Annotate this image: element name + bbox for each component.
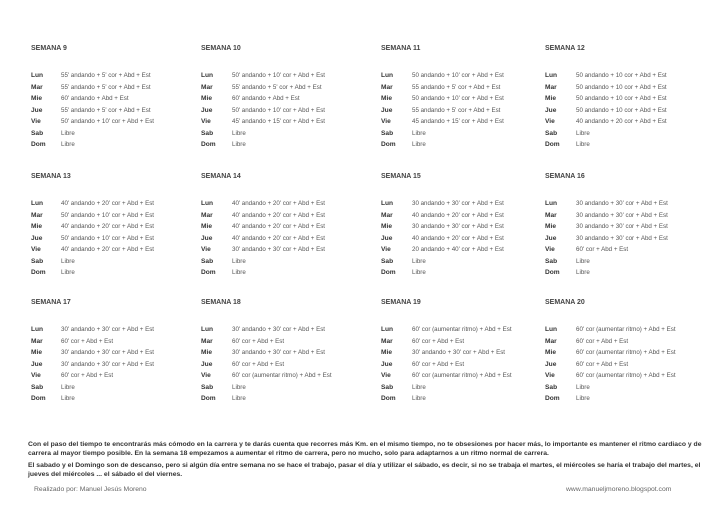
day-workout: Libre [232, 141, 246, 148]
day-name: Sab [201, 258, 214, 265]
week-title: SEMANA 17 [31, 299, 71, 306]
day-workout: 40 andando + 20 cor + Abd + Est [576, 118, 667, 125]
day-name: Vie [545, 246, 555, 253]
day-name: Jue [31, 361, 43, 368]
day-name: Jue [201, 107, 213, 114]
day-workout: 60' cor + Abd + Est [576, 361, 629, 368]
day-workout: 60' cor + Abd + Est [412, 338, 465, 345]
day-workout: Libre [412, 269, 426, 276]
day-workout: Libre [412, 395, 426, 402]
day-workout: 60' cor + Abd + Est [232, 361, 285, 368]
day-workout: Libre [576, 395, 590, 402]
day-workout: Libre [576, 269, 590, 276]
day-workout: 30 andando + 30' cor + Abd + Est [576, 235, 668, 242]
day-workout: Libre [412, 258, 426, 265]
day-workout: 40 andando + 20' cor + Abd + Est [412, 235, 504, 242]
day-name: Vie [201, 246, 211, 253]
day-workout: 30 andando + 30' cor + Abd + Est [412, 223, 504, 230]
day-workout: 40 andando + 20' cor + Abd + Est [412, 212, 504, 219]
day-name: Lun [31, 200, 44, 207]
day-name: Dom [31, 395, 46, 402]
day-name: Mie [201, 95, 212, 102]
day-name: Jue [201, 361, 213, 368]
day-workout: 30 andando + 30' cor + Abd + Est [576, 212, 668, 219]
day-workout: 60' cor (aumentar ritmo) + Abd + Est [576, 326, 676, 333]
day-workout: 30' andando + 30' cor + Abd + Est [232, 349, 326, 356]
day-name: Sab [31, 384, 44, 391]
day-workout: 60' cor (aumentar ritmo) + Abd + Est [576, 349, 676, 356]
day-workout: 30' andando + 30' cor + Abd + Est [61, 326, 155, 333]
day-name: Mar [201, 338, 213, 345]
day-name: Lun [201, 326, 214, 333]
footer-website[interactable]: www.manueljmoreno.blogspot.com [566, 486, 672, 493]
day-name: Mar [201, 212, 213, 219]
day-name: Mar [381, 212, 393, 219]
day-workout: Libre [61, 384, 75, 391]
day-name: Dom [201, 141, 216, 148]
day-name: Sab [545, 130, 558, 137]
day-workout: 50 andando + 10' cor + Abd + Est [412, 95, 504, 102]
day-workout: 60' cor + Abd + Est [576, 338, 629, 345]
day-name: Vie [31, 372, 41, 379]
day-name: Mie [545, 223, 556, 230]
day-workout: Libre [576, 384, 590, 391]
day-name: Lun [381, 200, 394, 207]
day-workout: 55' andando + 5' cor + Abd + Est [61, 72, 151, 79]
day-name: Jue [31, 107, 43, 114]
day-workout: 55 andando + 5' cor + Abd + Est [412, 107, 501, 114]
day-workout: 60' cor (aumentar ritmo) + Abd + Est [232, 372, 332, 379]
note-progress: Con el paso del tiempo te encontrarás más cómodo en la carrera y te darás cuenta que recorres más Km. en el mismo tiempo, no te obsesiones por hacer más, lo importante es mantener el ritmo cardiaco y de carrera al mayor tiempo posible. En la semana 18 empezamos a aumentar el ritmo de carrera, pero no mucho, solo para adaptarnos a un ritmo normal de carrera. [28, 441, 702, 457]
day-name: Sab [201, 130, 214, 137]
day-workout: Libre [412, 384, 426, 391]
week-title: SEMANA 11 [381, 45, 421, 52]
day-name: Dom [381, 269, 396, 276]
day-name: Lun [381, 326, 394, 333]
day-name: Sab [31, 258, 44, 265]
day-workout: 40' andando + 20' cor + Abd + Est [61, 223, 155, 230]
day-workout: 50 andando + 10 cor + Abd + Est [576, 84, 667, 91]
day-name: Lun [545, 72, 558, 79]
week-title: SEMANA 16 [545, 173, 585, 180]
day-workout: 50' andando + 10' cor + Abd + Est [232, 72, 326, 79]
day-name: Lun [381, 72, 394, 79]
week-title: SEMANA 18 [201, 299, 241, 306]
day-name: Mie [545, 349, 556, 356]
day-name: Lun [31, 72, 44, 79]
day-name: Mie [381, 223, 392, 230]
day-workout: 30' andando + 30' cor + Abd + Est [61, 361, 155, 368]
day-workout: 55' andando + 5' cor + Abd + Est [61, 107, 151, 114]
day-name: Vie [545, 372, 555, 379]
week-title: SEMANA 12 [545, 45, 585, 52]
day-workout: 50 andando + 10 cor + Abd + Est [576, 95, 667, 102]
day-name: Mie [201, 349, 212, 356]
day-name: Vie [31, 118, 41, 125]
day-name: Lun [545, 200, 558, 207]
day-name: Vie [201, 372, 211, 379]
day-name: Jue [545, 235, 557, 242]
week-title: SEMANA 20 [545, 299, 585, 306]
day-workout: 45' andando + 15' cor + Abd + Est [232, 118, 326, 125]
day-workout: 30' andando + 30' cor + Abd + Est [61, 349, 155, 356]
day-workout: 55' andando + 5' cor + Abd + Est [61, 84, 151, 91]
day-name: Sab [201, 384, 214, 391]
day-workout: Libre [412, 130, 426, 137]
day-workout: 30 andando + 30' cor + Abd + Est [412, 200, 504, 207]
day-workout: Libre [576, 130, 590, 137]
footer-author: Realizado por: Manuel Jesús Moreno [34, 486, 147, 493]
day-workout: 50' andando + 10' cor + Abd + Est [232, 107, 326, 114]
day-name: Mar [381, 84, 393, 91]
day-workout: 60' cor + Abd + Est [232, 338, 285, 345]
day-workout: 60' cor + Abd + Est [412, 361, 465, 368]
day-name: Lun [31, 326, 44, 333]
week-title: SEMANA 19 [381, 299, 421, 306]
day-workout: 45 andando + 15' cor + Abd + Est [412, 118, 504, 125]
day-workout: 40' andando + 20' cor + Abd + Est [232, 223, 326, 230]
day-name: Dom [31, 141, 46, 148]
day-name: Mar [545, 338, 557, 345]
day-name: Mar [545, 84, 557, 91]
day-name: Jue [381, 361, 393, 368]
day-workout: 30' andando + 30' cor + Abd + Est [232, 326, 326, 333]
week-title: SEMANA 15 [381, 173, 421, 180]
day-name: Vie [201, 118, 211, 125]
week-title: SEMANA 10 [201, 45, 241, 52]
day-name: Mar [545, 212, 557, 219]
day-workout: 40' andando + 20' cor + Abd + Est [232, 212, 326, 219]
day-name: Dom [381, 141, 396, 148]
day-workout: 30' andando + 30' cor + Abd + Est [412, 349, 506, 356]
day-workout: 60' andando + Abd + Est [61, 95, 129, 102]
day-workout: 60' cor + Abd + Est [61, 372, 114, 379]
day-workout: Libre [412, 141, 426, 148]
day-name: Jue [31, 235, 43, 242]
day-workout: Libre [61, 395, 75, 402]
day-name: Mie [545, 95, 556, 102]
week-title: SEMANA 13 [31, 173, 71, 180]
day-name: Dom [545, 395, 560, 402]
week-title: SEMANA 14 [201, 173, 241, 180]
day-workout: 60' cor (aumentar ritmo) + Abd + Est [412, 326, 512, 333]
day-workout: 20 andando + 40' cor + Abd + Est [412, 246, 504, 253]
day-name: Sab [545, 384, 558, 391]
day-name: Vie [31, 246, 41, 253]
day-workout: 50' andando + 10' cor + Abd + Est [61, 118, 155, 125]
day-workout: 60' cor + Abd + Est [576, 246, 629, 253]
day-workout: 30 andando + 30' cor + Abd + Est [576, 223, 668, 230]
day-name: Vie [381, 246, 391, 253]
day-workout: 40' andando + 20' cor + Abd + Est [61, 200, 155, 207]
day-name: Dom [381, 395, 396, 402]
day-name: Mar [381, 338, 393, 345]
day-name: Dom [201, 395, 216, 402]
day-name: Lun [545, 326, 558, 333]
day-name: Mar [201, 84, 213, 91]
day-workout: Libre [232, 395, 246, 402]
day-workout: 30 andando + 30' cor + Abd + Est [576, 200, 668, 207]
day-workout: Libre [232, 269, 246, 276]
day-workout: 40' andando + 20' cor + Abd + Est [61, 246, 155, 253]
day-name: Jue [381, 107, 393, 114]
day-name: Lun [201, 72, 214, 79]
day-name: Jue [201, 235, 213, 242]
day-name: Vie [381, 118, 391, 125]
note-rest-days: El sabado y el Domingo son de descanso, pero si algún día entre semana no se hace el trabajo, pasar el día y utilizar el sábado, es decir, si no se trabaja el martes, el miércoles se haría el trabajo del martes, el jueves del miércoles ... el sábado el del viernes. [28, 462, 701, 478]
day-name: Dom [545, 269, 560, 276]
day-name: Mie [31, 349, 42, 356]
day-name: Mie [381, 349, 392, 356]
day-workout: Libre [576, 141, 590, 148]
day-workout: Libre [61, 130, 75, 137]
day-workout: 50 andando + 10' cor + Abd + Est [412, 72, 504, 79]
day-workout: 60' andando + Abd + Est [232, 95, 300, 102]
day-name: Mar [31, 338, 43, 345]
day-name: Vie [381, 372, 391, 379]
day-name: Sab [381, 258, 394, 265]
day-workout: 40' andando + 20' cor + Abd + Est [232, 235, 326, 242]
day-workout: Libre [61, 141, 75, 148]
day-name: Mar [31, 84, 43, 91]
day-workout: Libre [576, 258, 590, 265]
day-name: Mie [31, 223, 42, 230]
day-name: Dom [31, 269, 46, 276]
day-name: Mar [31, 212, 43, 219]
day-workout: 30' andando + 30' cor + Abd + Est [232, 246, 326, 253]
day-workout: 50 andando + 10 cor + Abd + Est [576, 107, 667, 114]
day-workout: 40' andando + 20' cor + Abd + Est [232, 200, 326, 207]
day-name: Lun [201, 200, 214, 207]
day-name: Sab [545, 258, 558, 265]
day-workout: 50' andando + 10' cor + Abd + Est [61, 212, 155, 219]
day-workout: Libre [232, 384, 246, 391]
day-name: Vie [545, 118, 555, 125]
week-title: SEMANA 9 [31, 45, 67, 52]
day-name: Jue [545, 361, 557, 368]
day-workout: 55' andando + 5' cor + Abd + Est [232, 84, 322, 91]
day-name: Sab [381, 384, 394, 391]
day-name: Jue [381, 235, 393, 242]
day-name: Jue [545, 107, 557, 114]
day-workout: 55 andando + 5' cor + Abd + Est [412, 84, 501, 91]
day-workout: Libre [232, 258, 246, 265]
day-name: Dom [545, 141, 560, 148]
day-workout: 60' cor (aumentar ritmo) + Abd + Est [576, 372, 676, 379]
day-workout: 50 andando + 10 cor + Abd + Est [576, 72, 667, 79]
day-workout: 60' cor (aumentar ritmo) + Abd + Est [412, 372, 512, 379]
day-name: Sab [381, 130, 394, 137]
day-name: Dom [201, 269, 216, 276]
day-workout: Libre [232, 130, 246, 137]
day-workout: 50' andando + 10' cor + Abd + Est [61, 235, 155, 242]
day-workout: Libre [61, 258, 75, 265]
day-name: Mie [381, 95, 392, 102]
day-workout: 60' cor + Abd + Est [61, 338, 114, 345]
day-name: Mie [31, 95, 42, 102]
day-name: Mie [201, 223, 212, 230]
day-workout: Libre [61, 269, 75, 276]
day-name: Sab [31, 130, 44, 137]
